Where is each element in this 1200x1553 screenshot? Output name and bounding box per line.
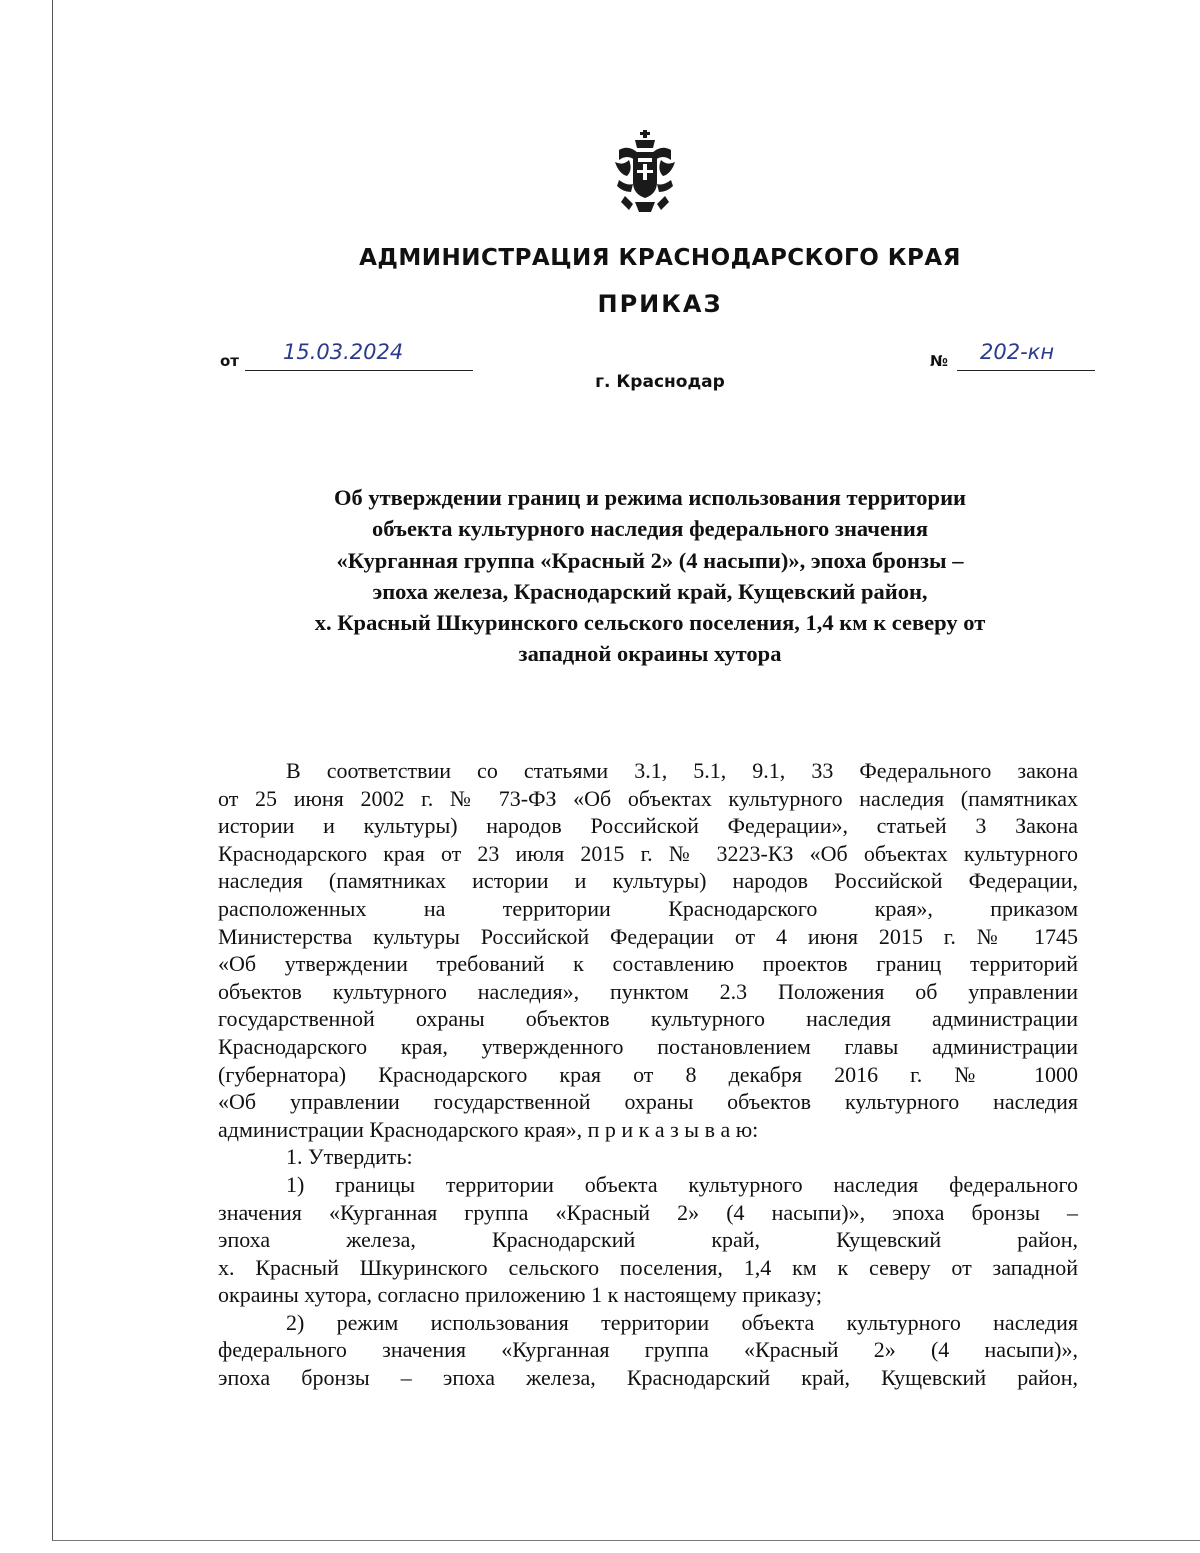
body-line: расположенных на территории Краснодарского края», приказом [218, 895, 1078, 921]
body-line: «Об управлении государственной охраны объектов культурного наследия [218, 1089, 1078, 1115]
subject-line: эпоха железа, Краснодарский край, Кущевский район, [372, 578, 928, 604]
date-label: от [220, 352, 239, 370]
body-line: государственной охраны объектов культурного наследия администрации [218, 1006, 1078, 1032]
body-line: эпоха железа, Краснодарский край, Кущевский район, [218, 1227, 1078, 1253]
body-line: (губернатора) Краснодарского края от 8 декабря 2016 г. № 1000 [218, 1061, 1078, 1087]
subject-line: х. Красный Шкуринского сельского поселения, 1,4 км к северу от [314, 610, 986, 636]
subject-line: объекта культурного наследия федерального значения [371, 516, 929, 542]
document-type: ПРИКАЗ [597, 290, 723, 318]
body-line: В соответствии со статьями 3.1, 5.1, 9.1, 33 Федерального закона [286, 758, 1078, 783]
body-line: наследия (памятниках истории и культуры) народов Российской Федерации, [218, 868, 1078, 894]
body-line: значения «Курганная группа «Красный 2» (4 насыпи)», эпоха бронзы – [218, 1199, 1078, 1225]
number-label: № [930, 352, 949, 370]
body-line: эпоха бронзы – эпоха железа, Краснодарский край, Кущевский район, [218, 1365, 1078, 1391]
city-label: г. Краснодар [595, 372, 725, 392]
body-line: Краснодарского края от 23 июля 2015 г. № 3223-КЗ «Об объектах культурного [218, 840, 1078, 866]
scan-edge-bottom [52, 1540, 1200, 1541]
subject-line: «Курганная группа «Красный 2» (4 насыпи)», эпоха бронзы – [336, 547, 964, 573]
body-line: объектов культурного наследия», пунктом 2.3 Положения об управлении [218, 978, 1078, 1004]
body-line: 2) режим использования территории объекта культурного наследия [286, 1309, 1078, 1335]
body-line: федерального значения «Курганная группа «Красный 2» (4 насыпи)», [218, 1337, 1078, 1363]
body-line: администрации Краснодарского края», п р и к а з ы в а ю: [218, 1116, 759, 1142]
subject-line: западной окраины хутора [518, 641, 782, 667]
subject-line: Об утверждении границ и режима использования территории [333, 485, 967, 510]
organization-title: АДМИНИСТРАЦИЯ КРАСНОДАРСКОГО КРАЯ [359, 245, 961, 271]
body-line: х. Красный Шкуринского сельского поселения, 1,4 км к северу от западной [218, 1254, 1078, 1280]
body-line: от 25 июня 2002 г. № 73-ФЗ «Об объектах культурного наследия (памятниках [218, 785, 1078, 811]
body-line: «Об утверждении требований к составлению проектов границ территорий [218, 951, 1078, 977]
body-line: 1) границы территории объекта культурного наследия федерального [286, 1171, 1078, 1197]
body-line: Министерства культуры Российской Федерации от 4 июня 2015 г. № 1745 [218, 923, 1078, 949]
scan-edge-left [52, 0, 53, 1540]
coat-of-arms-icon [613, 128, 677, 218]
date-value: 15.03.2024 [283, 340, 404, 364]
number-value: 202-кн [980, 340, 1055, 364]
body-line: Краснодарского края, утвержденного постановлением главы администрации [218, 1033, 1078, 1059]
body-line: истории и культуры) народов Российской Федерации», статьей 3 Закона [218, 813, 1078, 839]
body-text [218, 757, 1078, 1392]
body-line: 1. Утвердить: [286, 1144, 413, 1170]
subject-heading [250, 482, 1050, 670]
body-line: окраины хутора, согласно приложению 1 к настоящему приказу; [218, 1282, 822, 1308]
